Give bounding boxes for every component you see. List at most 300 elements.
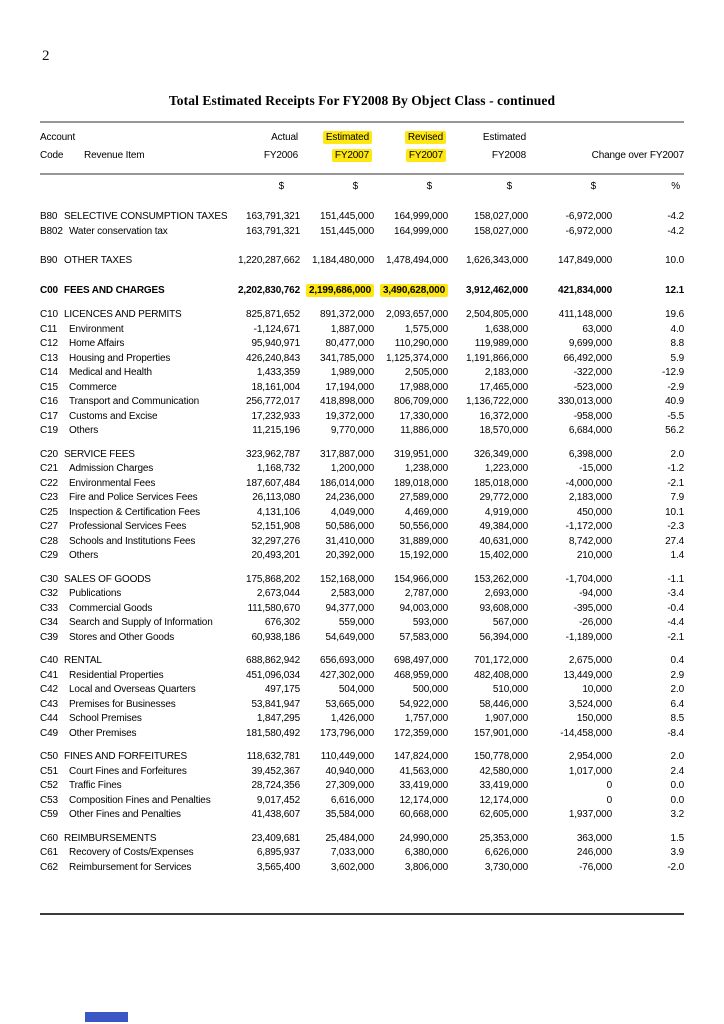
table-section xyxy=(40,832,684,876)
row-value: 3.9 xyxy=(670,847,684,858)
row-value: 42,580,000 xyxy=(479,765,528,777)
row-value: -4,000,000 xyxy=(565,477,612,489)
row-code: C13 xyxy=(40,352,58,364)
highlighted-value: 2,199,686,000 xyxy=(306,284,374,297)
row-value: 24,990,000 xyxy=(399,832,448,844)
row-value: 25,353,000 xyxy=(479,832,528,844)
row-item: Publications xyxy=(69,588,122,599)
row-code: C16 xyxy=(40,396,58,407)
row-item: Commercial Goods xyxy=(69,602,153,614)
row-value: -1,124,671 xyxy=(253,323,300,335)
table-row xyxy=(40,698,684,713)
row-value: 12,174,000 xyxy=(479,794,528,806)
row-value: -4.2 xyxy=(667,225,684,237)
row-value: 27.4 xyxy=(665,535,684,547)
row-value: 12,174,000 xyxy=(399,794,448,806)
row-value: 40,631,000 xyxy=(479,535,528,547)
row-value: 11,886,000 xyxy=(400,425,448,436)
row-value: 6.4 xyxy=(670,698,684,710)
table-row xyxy=(40,308,684,323)
row-value: -2.3 xyxy=(667,521,684,532)
table-section xyxy=(40,284,684,299)
row-code: C12 xyxy=(40,338,58,349)
row-value: 6,398,000 xyxy=(568,448,612,460)
row-value: 2,505,000 xyxy=(404,367,448,378)
row-value: 111,580,670 xyxy=(247,602,300,614)
row-value: 451,096,034 xyxy=(246,669,300,681)
row-code: C42 xyxy=(40,684,58,695)
row-value: 9,017,452 xyxy=(256,794,300,806)
row-code: C25 xyxy=(40,506,58,518)
row-value: 147,824,000 xyxy=(394,751,448,762)
row-value: 2,504,805,000 xyxy=(465,309,528,320)
row-value: 567,000 xyxy=(492,617,528,628)
page-title: Total Estimated Receipts For FY2008 By Object Class - continued xyxy=(168,93,556,108)
row-value: -395,000 xyxy=(573,602,612,614)
row-value: 2.4 xyxy=(670,765,684,777)
row-value: 1,220,287,662 xyxy=(237,255,300,266)
row-value: 4.0 xyxy=(670,323,684,335)
row-code: C52 xyxy=(40,780,58,791)
row-item: Medical and Health xyxy=(69,367,152,378)
header-fy2006: FY2006 xyxy=(263,150,298,161)
row-item: Reimbursement for Services xyxy=(69,861,192,873)
footer-link-bar[interactable] xyxy=(85,1012,128,1022)
table-row xyxy=(40,535,684,550)
row-code: C28 xyxy=(40,535,58,547)
row-value: 35,584,000 xyxy=(325,809,374,820)
row-value: 5.9 xyxy=(670,352,684,364)
table-row xyxy=(40,254,684,269)
row-value: 41,438,607 xyxy=(251,809,300,820)
row-code: C29 xyxy=(40,550,58,561)
row-value: 497,175 xyxy=(264,684,300,695)
table-row xyxy=(40,506,684,521)
row-value: 1,638,000 xyxy=(484,323,528,335)
row-value: 94,003,000 xyxy=(399,602,448,614)
row-item: School Premises xyxy=(69,713,142,724)
row-value: 806,709,000 xyxy=(394,396,448,407)
row-value: 1,168,732 xyxy=(256,463,300,474)
table-section xyxy=(40,448,684,564)
row-value: -1,172,000 xyxy=(565,521,612,532)
row-code: C60 xyxy=(40,832,58,844)
row-value: 593,000 xyxy=(412,617,448,628)
row-value: 118,632,781 xyxy=(246,751,300,762)
row-item: Search and Supply of Information xyxy=(69,617,213,628)
row-item: RENTAL xyxy=(64,655,102,666)
row-value: 421,834,000 xyxy=(558,284,612,296)
row-value: -6,972,000 xyxy=(565,225,612,237)
unit-dollar: $ xyxy=(506,181,512,192)
table-row xyxy=(40,491,684,506)
header-revised-fy2007: Revised xyxy=(374,129,448,147)
row-value: 3,912,462,000 xyxy=(465,284,528,296)
table-row xyxy=(40,861,684,876)
row-value: 80,477,000 xyxy=(325,338,374,349)
row-value: 1,184,480,000 xyxy=(311,255,374,266)
header-change-over-fy2007: Change over FY2007 xyxy=(591,150,684,161)
row-value: 500,000 xyxy=(412,684,448,695)
receipts-table xyxy=(40,121,684,875)
row-value: 4,919,000 xyxy=(484,506,528,518)
row-value: 175,868,202 xyxy=(246,573,300,585)
row-item: SERVICE FEES xyxy=(64,448,135,460)
row-value: 33,419,000 xyxy=(479,780,528,791)
row-value: 152,168,000 xyxy=(320,573,374,585)
header-fy2008: FY2008 xyxy=(491,150,526,161)
row-value: 4,131,106 xyxy=(256,506,300,518)
table-row xyxy=(40,654,684,669)
table-bottom-rule xyxy=(40,913,684,915)
row-value: 317,887,000 xyxy=(320,448,374,460)
row-value: 12.1 xyxy=(665,284,684,296)
row-value: 319,951,000 xyxy=(394,448,448,460)
row-value: 15,192,000 xyxy=(399,550,448,561)
table-row xyxy=(40,727,684,742)
row-value: 6,626,000 xyxy=(484,847,528,858)
row-value: 2.9 xyxy=(670,669,684,681)
header-code: Code xyxy=(40,150,64,161)
row-value: 16,372,000 xyxy=(479,410,528,422)
row-value: 150,778,000 xyxy=(474,751,528,762)
row-value: 32,297,276 xyxy=(251,535,300,547)
row-value: 2.0 xyxy=(670,684,684,695)
row-value: 50,556,000 xyxy=(399,521,448,532)
row-value: 9,699,000 xyxy=(568,338,612,349)
row-code: C59 xyxy=(40,809,58,820)
row-value: 9,770,000 xyxy=(330,425,374,436)
row-value: 6,895,937 xyxy=(256,847,300,858)
row-value: 3,730,000 xyxy=(484,861,528,873)
row-code: C49 xyxy=(40,727,58,739)
row-value: 326,349,000 xyxy=(474,448,528,460)
row-value: 2,675,000 xyxy=(568,655,612,666)
row-item: Other Premises xyxy=(69,727,137,739)
row-value: 17,330,000 xyxy=(399,410,448,422)
row-value: 31,410,000 xyxy=(325,535,374,547)
row-code: C21 xyxy=(40,463,58,474)
units-row xyxy=(40,175,684,197)
row-value: 56.2 xyxy=(665,425,684,436)
row-item: Home Affairs xyxy=(69,338,125,349)
row-code: C39 xyxy=(40,631,58,643)
row-value: -1.2 xyxy=(667,463,684,474)
row-value: -4.2 xyxy=(667,211,684,222)
row-value: 95,940,971 xyxy=(251,338,300,349)
row-value: 2,693,000 xyxy=(484,588,528,599)
row-item: REIMBURSEMENTS xyxy=(64,832,157,844)
row-item: Environment xyxy=(69,323,124,335)
table-row xyxy=(40,448,684,463)
unit-dollar: $ xyxy=(352,181,358,192)
row-value: 11,215,196 xyxy=(252,425,300,436)
row-value: 656,693,000 xyxy=(320,655,374,666)
row-value: 210,000 xyxy=(576,550,612,561)
row-value: 330,013,000 xyxy=(558,396,612,407)
row-code: C22 xyxy=(40,477,58,489)
row-value: -12.9 xyxy=(661,367,684,378)
table-row xyxy=(40,352,684,367)
row-code: C00 xyxy=(40,284,58,296)
row-value: 17,465,000 xyxy=(479,381,528,393)
row-item: FINES AND FORFEITURES xyxy=(64,751,187,762)
row-value: 62,605,000 xyxy=(479,809,528,820)
row-value xyxy=(300,284,374,299)
row-value: 17,988,000 xyxy=(399,381,448,393)
row-item: Admission Charges xyxy=(69,463,154,474)
row-code: C20 xyxy=(40,448,58,460)
row-item: SALES OF GOODS xyxy=(64,573,151,585)
table-row xyxy=(40,712,684,727)
row-value: 1.5 xyxy=(670,832,684,844)
row-value: 173,796,000 xyxy=(320,727,374,739)
row-value: 1,757,000 xyxy=(404,713,448,724)
row-value: 27,309,000 xyxy=(325,780,374,791)
table-row xyxy=(40,477,684,492)
row-value: 0.0 xyxy=(670,794,684,806)
row-value: -4.4 xyxy=(667,617,684,628)
row-value: 1,017,000 xyxy=(568,765,612,777)
row-value: 172,359,000 xyxy=(394,727,448,739)
row-value: 31,889,000 xyxy=(399,535,448,547)
row-value: 157,901,000 xyxy=(474,727,528,739)
row-value: -6,972,000 xyxy=(565,211,612,222)
row-item: Others xyxy=(69,425,99,436)
row-value: 1,937,000 xyxy=(568,809,612,820)
row-code: C43 xyxy=(40,698,58,710)
row-value: 164,999,000 xyxy=(394,225,448,237)
row-value: 40.9 xyxy=(665,396,684,407)
row-code: C40 xyxy=(40,655,58,666)
row-value: 53,841,947 xyxy=(251,698,300,710)
row-value xyxy=(374,284,448,299)
row-code: C61 xyxy=(40,847,58,858)
row-value: 8.8 xyxy=(670,338,684,349)
row-value: 10,000 xyxy=(582,684,612,695)
row-value: 119,989,000 xyxy=(474,338,528,349)
row-item: Water conservation tax xyxy=(69,225,168,237)
row-code: C51 xyxy=(40,765,58,777)
row-value: 341,785,000 xyxy=(320,352,374,364)
row-value: 6,684,000 xyxy=(568,425,612,436)
row-value: 0 xyxy=(606,780,612,791)
table-row xyxy=(40,284,684,299)
table-row xyxy=(40,323,684,338)
row-code: C19 xyxy=(40,425,58,436)
table-row xyxy=(40,846,684,861)
row-value: 2,183,000 xyxy=(568,492,612,503)
row-value: 27,589,000 xyxy=(399,492,448,503)
row-value: 6,616,000 xyxy=(330,794,374,806)
row-value: 185,018,000 xyxy=(474,477,528,489)
row-value: 8,742,000 xyxy=(568,535,612,547)
table-row xyxy=(40,616,684,631)
row-value: -76,000 xyxy=(579,861,612,873)
row-value: 19,372,000 xyxy=(325,410,374,422)
row-value: 10.1 xyxy=(665,506,684,518)
table-row xyxy=(40,602,684,617)
row-item: SELECTIVE CONSUMPTION TAXES xyxy=(64,211,228,222)
row-value: 3.2 xyxy=(670,809,684,820)
header-actual: Actual xyxy=(271,132,298,143)
unit-percent: % xyxy=(671,181,680,192)
table-row xyxy=(40,631,684,646)
row-value: 33,419,000 xyxy=(399,780,448,791)
row-value: 7,033,000 xyxy=(330,847,374,858)
highlighted-value: 3,490,628,000 xyxy=(380,284,448,297)
table-row xyxy=(40,520,684,535)
header-line-1 xyxy=(40,129,684,147)
table-row xyxy=(40,750,684,765)
row-value: 418,898,000 xyxy=(320,396,374,407)
table-row xyxy=(40,669,684,684)
row-value: 181,580,492 xyxy=(246,727,300,739)
row-value: 151,445,000 xyxy=(320,211,374,222)
row-value: 153,262,000 xyxy=(474,573,528,585)
row-value: -0.4 xyxy=(667,602,684,614)
row-value: 1,478,494,000 xyxy=(385,255,448,266)
table-row xyxy=(40,587,684,602)
row-value: 20,493,201 xyxy=(251,550,300,561)
table-header xyxy=(40,123,684,173)
table-section xyxy=(40,308,684,439)
row-value: 2,787,000 xyxy=(404,588,448,599)
row-code: C50 xyxy=(40,751,58,762)
row-code: C41 xyxy=(40,669,58,681)
table-row xyxy=(40,410,684,425)
row-value: -523,000 xyxy=(573,381,612,393)
row-value: 1,200,000 xyxy=(330,463,374,474)
row-value: 3,565,400 xyxy=(256,861,300,873)
row-value: 891,372,000 xyxy=(320,309,374,320)
row-value: 825,871,652 xyxy=(246,309,300,320)
row-value: 54,922,000 xyxy=(399,698,448,710)
row-value: 23,409,681 xyxy=(251,832,300,844)
row-value: 3,602,000 xyxy=(330,861,374,873)
row-item: Inspection & Certification Fees xyxy=(69,506,200,518)
row-value: 676,302 xyxy=(264,617,300,628)
row-value: 427,302,000 xyxy=(320,669,374,681)
row-value: -2.0 xyxy=(667,861,684,873)
table-section xyxy=(40,654,684,741)
row-value: 19.6 xyxy=(665,309,684,320)
table-row xyxy=(40,832,684,847)
row-value: 110,449,000 xyxy=(320,751,374,762)
row-value: 1,847,295 xyxy=(256,713,300,724)
row-code: C44 xyxy=(40,713,58,724)
row-value: 701,172,000 xyxy=(474,655,528,666)
row-value: 2,183,000 xyxy=(484,367,528,378)
row-code: C15 xyxy=(40,381,58,393)
row-value: 1,907,000 xyxy=(484,713,528,724)
unit-dollar: $ xyxy=(426,181,432,192)
row-value: 158,027,000 xyxy=(474,211,528,222)
row-value: 2,202,830,762 xyxy=(237,284,300,296)
table-row xyxy=(40,573,684,588)
row-value: 7.9 xyxy=(670,492,684,503)
row-value: 1,223,000 xyxy=(484,463,528,474)
row-value: 450,000 xyxy=(576,506,612,518)
table-row xyxy=(40,808,684,823)
row-value: 54,649,000 xyxy=(325,631,374,643)
row-value: -1.1 xyxy=(667,573,684,585)
row-value: 2.0 xyxy=(670,751,684,762)
row-value: -1,704,000 xyxy=(565,573,612,585)
table-section xyxy=(40,210,684,239)
row-value: 426,240,843 xyxy=(246,352,300,364)
row-item: Housing and Properties xyxy=(69,352,171,364)
header-account: Account xyxy=(40,132,76,143)
row-value: -1,189,000 xyxy=(565,631,612,643)
row-value: 698,497,000 xyxy=(394,655,448,666)
unit-dollar: $ xyxy=(278,181,284,192)
row-item: Recovery of Costs/Expenses xyxy=(69,847,194,858)
row-value: 15,402,000 xyxy=(479,550,528,561)
row-code: B802 xyxy=(40,225,63,237)
row-value: 18,161,004 xyxy=(251,381,300,393)
row-value: 2,093,657,000 xyxy=(385,309,448,320)
row-code: C10 xyxy=(40,309,58,320)
row-value: 186,014,000 xyxy=(320,477,374,489)
row-value: 0.4 xyxy=(670,655,684,666)
row-value: 363,000 xyxy=(576,832,612,844)
row-value: -322,000 xyxy=(573,367,612,378)
row-value: 18,570,000 xyxy=(479,425,528,436)
row-value: -2.1 xyxy=(667,477,684,489)
row-code: C14 xyxy=(40,367,58,378)
row-value: 17,232,933 xyxy=(251,410,300,422)
row-code: C33 xyxy=(40,602,58,614)
row-code: B80 xyxy=(40,211,58,222)
row-value: -8.4 xyxy=(667,727,684,739)
table-row xyxy=(40,381,684,396)
row-value: 60,938,186 xyxy=(251,631,300,643)
row-value: 41,563,000 xyxy=(399,765,448,777)
row-value: 10.0 xyxy=(665,255,684,266)
row-value: -14,458,000 xyxy=(560,727,612,739)
row-value: -958,000 xyxy=(573,410,612,422)
table-body xyxy=(40,210,684,875)
table-row xyxy=(40,779,684,794)
row-value: 57,583,000 xyxy=(399,631,448,643)
row-value: 3,524,000 xyxy=(568,698,612,710)
row-value: 20,392,000 xyxy=(325,550,374,561)
row-code: C34 xyxy=(40,617,58,628)
row-value: 29,772,000 xyxy=(479,492,528,503)
row-value: 13,449,000 xyxy=(563,669,612,681)
row-value: 2,954,000 xyxy=(568,751,612,762)
row-value: 1,433,359 xyxy=(256,367,300,378)
row-value: 154,966,000 xyxy=(394,573,448,585)
header-fy2007-revised: FY2007 xyxy=(374,147,448,165)
row-item: Traffic Fines xyxy=(69,780,122,791)
row-item: Schools and Institutions Fees xyxy=(69,535,196,547)
row-value: 482,408,000 xyxy=(474,669,528,681)
row-value: 4,049,000 xyxy=(330,506,374,518)
row-value: 163,791,321 xyxy=(246,211,300,222)
row-value: 28,724,356 xyxy=(251,780,300,791)
row-value: 24,236,000 xyxy=(325,492,374,503)
row-code: C17 xyxy=(40,410,58,422)
row-value: 40,940,000 xyxy=(325,765,374,777)
row-code: C30 xyxy=(40,573,58,585)
row-item: Court Fines and Forfeitures xyxy=(69,765,187,777)
row-value: 246,000 xyxy=(576,847,612,858)
row-code: C11 xyxy=(40,323,58,335)
row-value: 163,791,321 xyxy=(246,225,300,237)
row-value: 66,492,000 xyxy=(563,352,612,364)
